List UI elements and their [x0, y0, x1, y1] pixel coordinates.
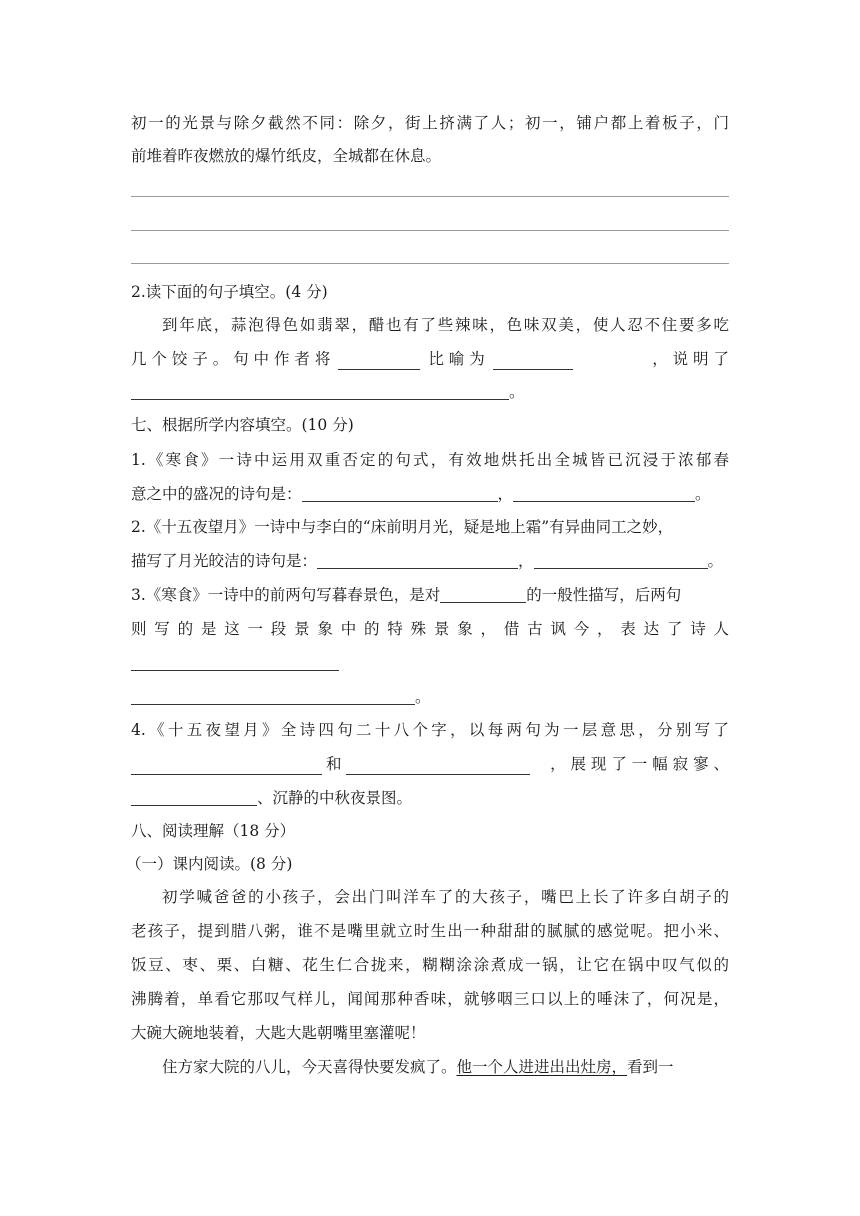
- reading-para-1-line-3: 饭豆、枣、栗、白糖、花生仁合拢来，糊糊涂涂煮成一锅，让它在锅中叹气似的: [131, 956, 729, 974]
- reading-para-1-line-5: 大碗大碗地装着，大匙大匙朝嘴里塞灌呢！: [131, 1024, 426, 1042]
- s7-item-2-blank-1[interactable]: [317, 552, 518, 569]
- s7-item-4-and: 和: [326, 755, 342, 773]
- q2-sentence-line-2: [131, 348, 729, 370]
- q2-sentence-line-1: 到年底，蒜泡得色如翡翠，醋也有了些辣味，色味双美，使人忍不住要多吃: [162, 316, 729, 334]
- reading-para-1-line-2: 老孩子，提到腊八粥，谁不是嘴里就立时生出一种甜甜的腻腻的感觉呢。把小米、: [131, 922, 729, 940]
- section-7-title: 七、根据所学内容填空。(10 分): [131, 416, 354, 434]
- s7-item-2-prompt: 描写了月光皎洁的诗句是：: [131, 552, 318, 570]
- prev-answer-text-line-1: 初一的光景与除夕截然不同：除夕，街上挤满了人；初一，铺户都上着板子，门: [131, 114, 729, 132]
- underlined-sentence: 他一个人进进出出灶房，: [456, 1058, 628, 1076]
- s7-item-3-line-4: [131, 686, 729, 708]
- period: 。: [415, 688, 431, 706]
- q2-title: 2.读下面的句子填空。(4 分): [131, 283, 328, 301]
- period: 。: [695, 485, 711, 503]
- answer-line-3[interactable]: [131, 263, 729, 264]
- s7-item-4-blank-1[interactable]: [131, 758, 322, 775]
- q2-text-b: 比 喻 为: [428, 350, 485, 368]
- s7-item-4-line-2: [131, 753, 729, 775]
- s7-item-1-line-1: 1.《寒食》一诗中运用双重否定的句式，有效地烘托出全城皆已沉浸于浓郁春: [131, 451, 729, 469]
- s7-item-1-line-2: [131, 483, 729, 505]
- comma: ，: [518, 552, 534, 570]
- reading-para-2-text-a: 住方家大院的八儿，今天喜得快要发疯了。: [162, 1058, 457, 1076]
- s7-item-3-line-2: 则 写 的 是 这 一 段 景 象 中 的 特 殊 景 象 ， 借 古 讽 今 ， 表 达 了 诗 人: [131, 620, 729, 638]
- reading-para-1-line-4: 沸腾着，单看它那叹气样儿，闻闻那种香味，就够咽三口以上的唾沫了，何况是，: [131, 990, 729, 1008]
- s7-item-4-text-d: 、沉静的中秋夜景图。: [257, 789, 413, 807]
- s7-item-4-text-c: ， 展 现 了 一 幅 寂 寥 、: [550, 755, 729, 773]
- answer-line-1[interactable]: [131, 196, 729, 197]
- s7-item-3-blank-3[interactable]: [131, 688, 415, 705]
- reading-para-2-line-1: [162, 1056, 729, 1078]
- q2-blank-3[interactable]: [131, 383, 509, 400]
- s7-item-4-line-3: [131, 787, 729, 809]
- section-8-subtitle: （一）课内阅读。(8 分): [126, 855, 293, 873]
- s7-item-2-line-2: [131, 550, 729, 572]
- s7-item-3-line-1: [131, 584, 729, 606]
- s7-item-4-line-1: 4.《十五夜望月》全诗四句二十八个字，以每两句为一层意思，分别写了: [131, 721, 729, 739]
- reading-para-2-text-b: 看到一: [627, 1058, 674, 1076]
- s7-item-3-line-3: [131, 652, 729, 674]
- q2-text-c: ， 说 明 了: [652, 350, 729, 368]
- prev-answer-text-line-2: 前堆着昨夜燃放的爆竹纸皮，全城都在休息。: [131, 147, 442, 165]
- s7-item-3-prompt-a: 3.《寒食》一诗中的前两句写暮春景色，是对: [131, 586, 441, 604]
- period: 。: [509, 383, 525, 401]
- reading-para-1-line-1: 初学喊爸爸的小孩子，会出门叫洋车了的大孩子，嘴巴上长了许多白胡子的: [162, 888, 729, 906]
- q2-sentence-line-3: [131, 381, 729, 403]
- s7-item-4-blank-2[interactable]: [346, 758, 530, 775]
- s7-item-3-blank-1[interactable]: [440, 586, 526, 603]
- s7-item-2-blank-2[interactable]: [534, 552, 708, 569]
- q2-blank-1[interactable]: [338, 353, 420, 370]
- q2-text-a: 几 个 饺 子 。 句 中 作 者 将: [131, 350, 331, 368]
- period: 。: [707, 552, 724, 570]
- q2-blank-2[interactable]: [493, 353, 573, 370]
- s7-item-3-prompt-b: 的一般性描写，后两句: [526, 586, 682, 604]
- s7-item-1-prompt: 意之中的盛况的诗句是：: [131, 485, 302, 503]
- s7-item-1-blank-2[interactable]: [513, 485, 695, 502]
- section-8-title: 八、阅读理解（18 分）: [131, 822, 296, 840]
- s7-item-3-blank-2[interactable]: [131, 654, 339, 671]
- comma: ，: [497, 485, 514, 503]
- s7-item-1-blank-1[interactable]: [302, 485, 498, 502]
- s7-item-2-line-1: 2.《十五夜望月》一诗中与李白的“床前明月光，疑是地上霜”有异曲同工之妙，: [131, 518, 674, 536]
- answer-line-2[interactable]: [131, 230, 729, 231]
- s7-item-4-blank-3[interactable]: [131, 789, 257, 806]
